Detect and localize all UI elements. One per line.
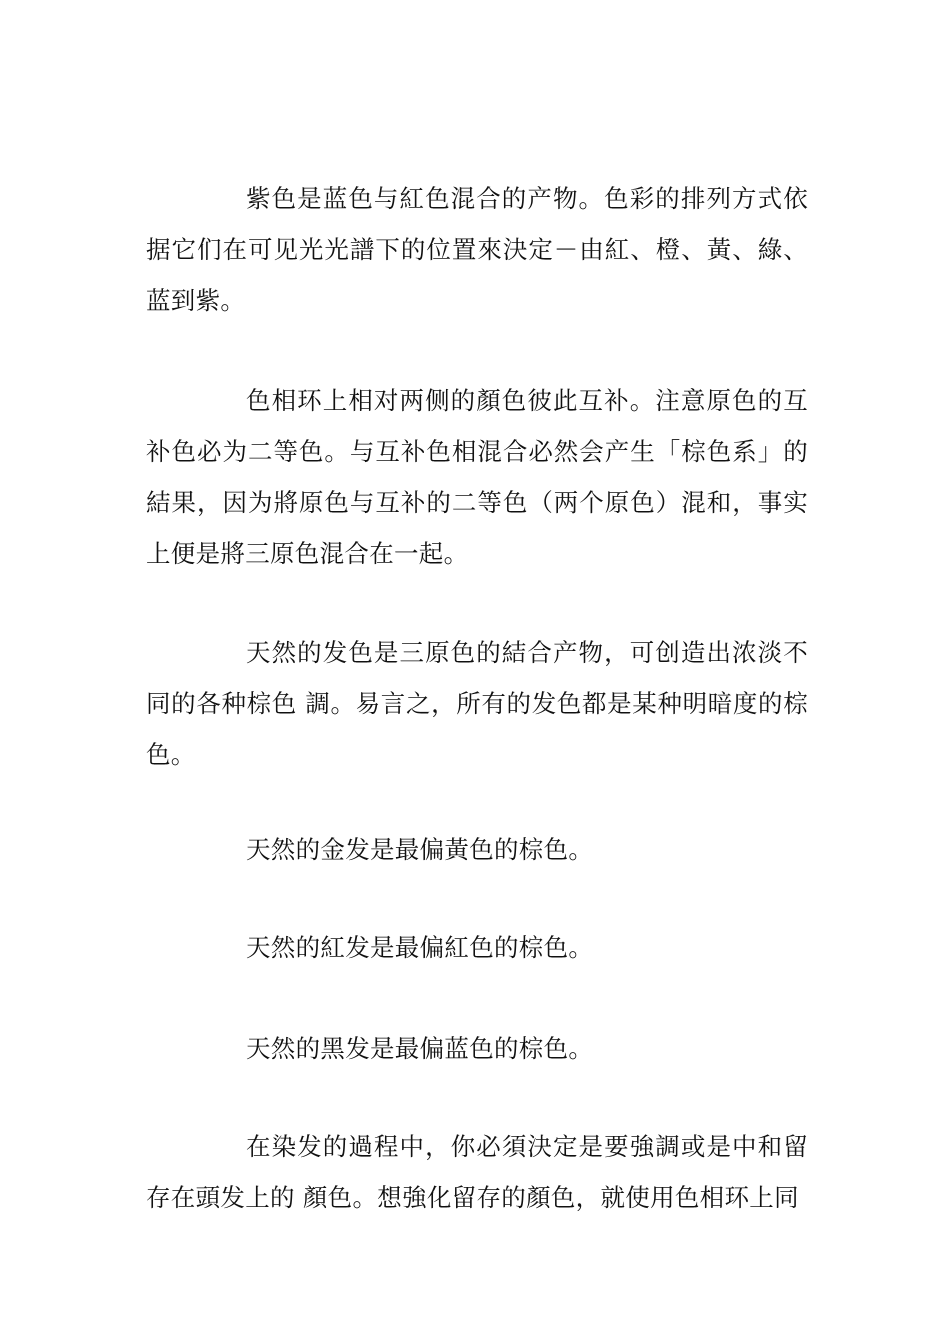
paragraph-purple-mixing: 紫色是蓝色与紅色混合的产物。色彩的排列方式依据它们在可见光光譜下的位置來決定－由紅、橙、黃、綠、蓝到紫。 (146, 184, 808, 315)
paragraph-blonde-hair: 天然的金发是最偏黃色的棕色。 (246, 835, 594, 864)
paragraph-dyeing-process: 在染发的過程中，你必須決定是要強調或是中和留存在頭发上的 顏色。想強化留存的顏色，就使用色相环上同 (146, 1132, 808, 1212)
paragraph-red-hair: 天然的紅发是最偏紅色的棕色。 (246, 933, 594, 962)
paragraph-black-hair: 天然的黑发是最偏蓝色的棕色。 (246, 1034, 594, 1063)
paragraph-complementary-colors: 色相环上相对两侧的顏色彼此互补。注意原色的互补色必为二等色。与互补色相混合必然会产生「棕色系」的結果，因为將原色与互补的二等色（两个原色）混和，事实上便是將三原色混合在一起。 (146, 386, 808, 568)
paragraph-natural-hair-color: 天然的发色是三原色的結合产物，可创造出浓淡不同的各种棕色 調。易言之，所有的发色都是某种明暗度的棕色。 (146, 638, 808, 769)
